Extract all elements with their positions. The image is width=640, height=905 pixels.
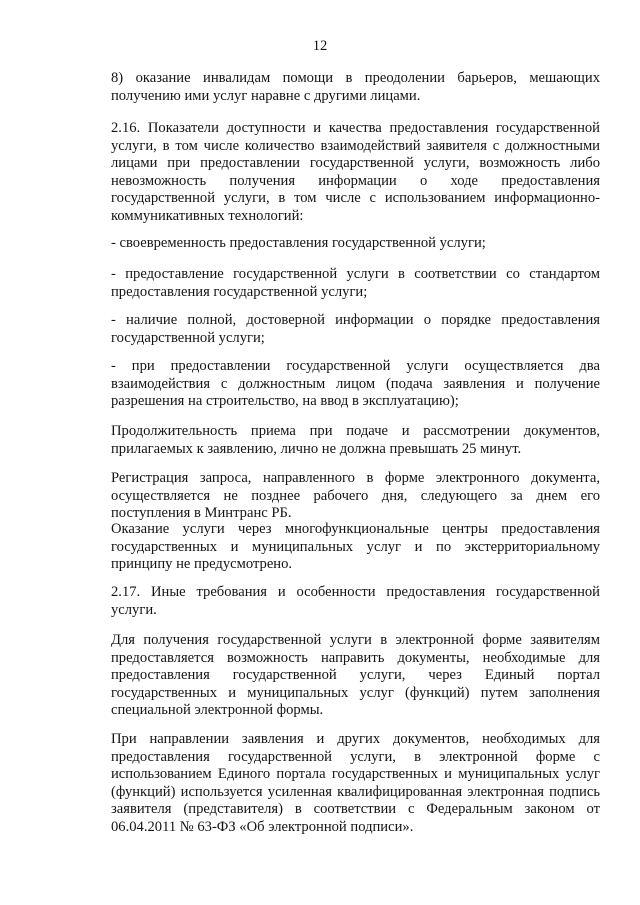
- paragraph-timeliness: - своевременность предоставления государственной услуги;: [111, 235, 486, 251]
- paragraph-standard: - предоставление государственной услуги в соответствии со стандартом предоставления государственной услуги;: [111, 266, 600, 300]
- paragraph-duration: Продолжительность приема при подаче и рассмотрении документов, прилагаемых к заявлению, лично не должна превышать 25 минут.: [111, 423, 600, 457]
- page-number: 12: [312, 38, 328, 54]
- paragraph-registration: Регистрация запроса, направленного в форме электронного документа, осуществляется не позднее рабочего дня, следующего за днем его поступления в Минтранс РБ.: [111, 470, 600, 522]
- paragraph-assistance-disabled: 8) оказание инвалидам помощи в преодолении барьеров, мешающих получению ими услуг наравне с другими лицами.: [111, 70, 600, 104]
- paragraph-section-2-16: 2.16. Показатели доступности и качества предоставления государственной услуги, в том числе количество взаимодействий заявителя с должностными лицами при предоставлении государственной услуги, возможность либо невозможность получения информации о ходе предоставления государственной услуги, в том числе с использованием информационно-коммуникативных технологий:: [111, 120, 600, 224]
- paragraph-electronic-signature: При направлении заявления и других документов, необходимых для предоставления государственной услуги, в электронной форме с использованием Единого портала государственных и муниципальных услуг (функций) используется усиленная квалифицированная электронная подпись заявителя (представителя) в соответствии с Федеральным законом от 06.04.2011 № 63-ФЗ «Об электронной подписи».: [111, 731, 600, 835]
- paragraph-interactions: - при предоставлении государственной услуги осуществляется два взаимодействия с должностным лицом (подача заявления и получение разрешения на строительство, на ввод в эксплуатацию);: [111, 358, 600, 410]
- paragraph-electronic-form: Для получения государственной услуги в электронной форме заявителям предоставляется возможность направить документы, необходимые для предоставления государственной услуги, через Единый портал государственных и муниципальных услуг (функций) путем заполнения специальной электронной формы.: [111, 632, 600, 719]
- paragraph-section-2-17: 2.17. Иные требования и особенности предоставления государственной услуги.: [111, 584, 600, 618]
- paragraph-mfc: Оказание услуги через многофункциональные центры предоставления государственных и муниципальных услуг и по экстерриториальному принципу не предусмотрено.: [111, 521, 600, 573]
- paragraph-information: - наличие полной, достоверной информации о порядке предоставления государственной услуги;: [111, 312, 600, 346]
